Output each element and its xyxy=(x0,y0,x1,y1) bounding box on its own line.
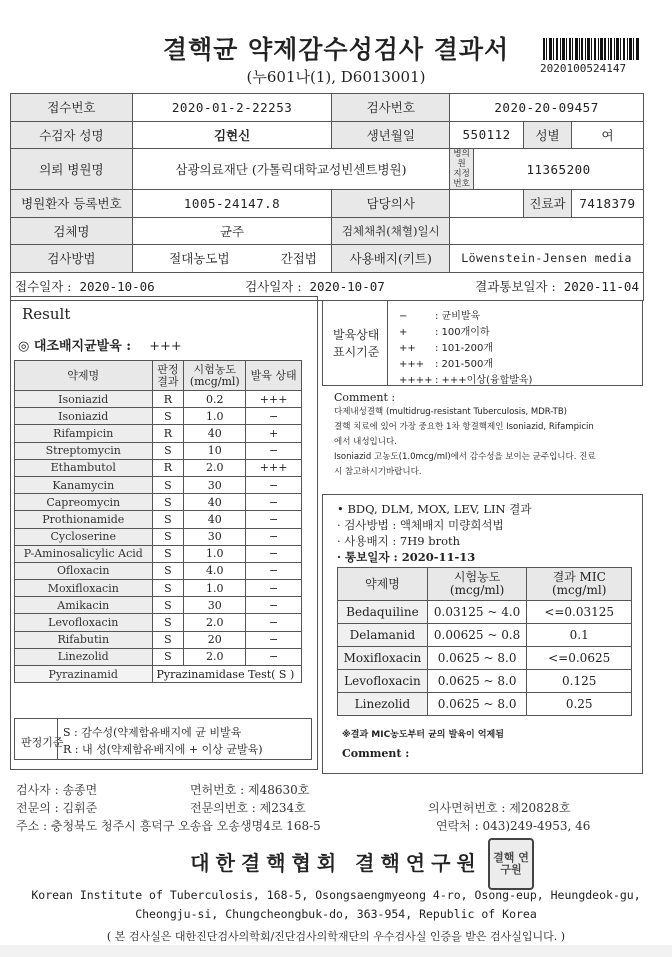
drug-concentration: 20 xyxy=(184,631,246,648)
drug-name: Kanamycin xyxy=(15,476,153,493)
drug-concentration: 4.0 xyxy=(184,562,246,579)
method-label: 검사방법 xyxy=(11,245,133,273)
drug-concentration: 10 xyxy=(184,442,246,459)
mic-result: <=0.0625 xyxy=(527,647,632,670)
table-row xyxy=(15,391,302,408)
drug-result: S xyxy=(152,494,184,511)
mic-concentration: 0.00625 ~ 0.8 xyxy=(427,624,527,647)
drug-concentration: 40 xyxy=(184,425,246,442)
drug-growth: − xyxy=(246,562,302,579)
method-indirect: 간접법 xyxy=(266,245,332,273)
hospital-code-label: 병의원 지정번호 xyxy=(450,149,474,190)
comment-heading: Comment : xyxy=(334,391,396,404)
patient-reg-no: 1005-24147.8 xyxy=(132,190,332,218)
barcode xyxy=(543,38,639,60)
pza-drug: Pyrazinamid xyxy=(15,666,153,683)
barcode-number: 2020100524147 xyxy=(540,62,627,75)
drug-name: Capreomycin xyxy=(15,494,153,511)
table-row xyxy=(338,693,632,716)
drug-concentration: 1.0 xyxy=(184,545,246,562)
col-growth: 발육 상태 xyxy=(246,361,302,391)
drug-result: S xyxy=(152,562,184,579)
mic-drug: Bedaquiline xyxy=(338,601,428,624)
drug-result: S xyxy=(152,631,184,648)
drug-result: S xyxy=(152,528,184,545)
mic-drug: Levofloxacin xyxy=(338,670,428,693)
legend-row xyxy=(399,371,532,386)
criteria-r: R : 내 성(약제함유배지에 + 이상 균발육) xyxy=(63,743,263,756)
comment-line: Isoniazid 고농도(1.0mcg/ml)에서 감수성을 보이는 균주입니다. 진료 xyxy=(334,452,596,462)
mic-concentration: 0.0625 ~ 8.0 xyxy=(427,670,527,693)
drug-concentration: 2.0 xyxy=(184,614,246,631)
drug-growth: − xyxy=(246,511,302,528)
test-no: 2020-20-09457 xyxy=(450,94,644,122)
control-growth-label: ◎ 대조배지균발육 : xyxy=(18,339,132,354)
doctor-license: 의사면허번호 : 제20828호 xyxy=(428,801,571,815)
table-row xyxy=(15,459,302,476)
extra-comment: Comment : xyxy=(342,747,410,760)
certification-footer: ( 본 검사실은 대한진단검사의학회/진단검사의학재단의 우수검사실 인증을 받은 검사실입니다. ) xyxy=(106,930,566,943)
method-absolute: 절대농도법 xyxy=(132,245,266,273)
reported-label: 결과통보일자 : xyxy=(475,279,556,294)
comment-line: 시 참고하시기바랍니다. xyxy=(334,467,422,477)
drug-result: S xyxy=(152,648,184,665)
mic-concentration: 0.0625 ~ 8.0 xyxy=(427,693,527,716)
mic-result: 0.125 xyxy=(527,670,632,693)
drug-susceptibility-table xyxy=(14,360,302,683)
legend-symbol: +++ xyxy=(399,359,425,370)
table-row xyxy=(15,476,302,493)
drug-concentration: 30 xyxy=(184,476,246,493)
reception-no-label: 접수번호 xyxy=(11,94,133,122)
table-row xyxy=(338,670,632,693)
mic-col-conc: 시험농도 (mcg/ml) xyxy=(427,568,527,601)
drug-concentration: 30 xyxy=(184,597,246,614)
drug-growth: − xyxy=(246,494,302,511)
received-date-group xyxy=(15,277,155,295)
mic-concentration: 0.03125 ~ 4.0 xyxy=(427,601,527,624)
mic-drug: Moxifloxacin xyxy=(338,647,428,670)
drug-growth: − xyxy=(246,408,302,425)
comment-line: 다제내성결핵 (multidrug-resistant Tuberculosis, MDR-TB) xyxy=(334,407,568,417)
legend-row xyxy=(399,339,493,354)
table-row xyxy=(15,528,302,545)
drug-growth: − xyxy=(246,597,302,614)
drug-result: S xyxy=(152,476,184,493)
comment-line: 결핵 치료에 있어 가장 중요한 1차 항결핵제인 Isoniazid, Rifampicin xyxy=(334,422,594,432)
mic-result: <=0.03125 xyxy=(527,601,632,624)
pza-test: Pyrazinamidase Test( S ) xyxy=(152,666,302,683)
drug-name: Streptomycin xyxy=(15,442,153,459)
drug-result: S xyxy=(152,614,184,631)
table-row xyxy=(15,494,302,511)
drug-growth: − xyxy=(246,631,302,648)
control-growth-value: +++ xyxy=(149,339,182,354)
doctor-label: 담당의사 xyxy=(332,190,450,218)
drug-growth: − xyxy=(246,442,302,459)
col-concentration: 시험농도 (mcg/ml) xyxy=(184,361,246,391)
legend-desc: : 101-200개 xyxy=(435,343,493,354)
drug-name: Levofloxacin xyxy=(15,614,153,631)
specimen-label: 검체명 xyxy=(11,217,133,245)
birth-label: 생년월일 xyxy=(332,121,450,149)
collection-label: 검체채취(채혈)일시 xyxy=(332,217,450,245)
drug-result: R xyxy=(152,391,184,408)
english-address-1: Korean Institute of Tuberculosis, 168-5, Osongsaengmyeong 4-ro, Osong-eup, Heungdeok-gu, xyxy=(31,888,641,902)
hospital-code: 11365200 xyxy=(474,149,644,190)
specimen-value: 균주 xyxy=(132,217,332,245)
drug-name: Moxifloxacin xyxy=(15,580,153,597)
legend-row xyxy=(399,307,480,322)
dept-value: 7418379 xyxy=(571,190,643,218)
drug-result: S xyxy=(152,580,184,597)
drug-result: S xyxy=(152,511,184,528)
legend-symbol: − xyxy=(399,311,408,322)
reported-date: 2020-11-04 xyxy=(563,279,639,294)
drug-result: R xyxy=(152,459,184,476)
table-row xyxy=(15,648,302,665)
table-row xyxy=(338,601,632,624)
mic-table xyxy=(337,567,632,716)
drug-growth: − xyxy=(246,614,302,631)
table-row xyxy=(15,614,302,631)
drug-result: R xyxy=(152,425,184,442)
legend-desc: : 균비발육 xyxy=(435,311,481,322)
medium-label: 사용배지(키트) xyxy=(332,245,450,273)
drug-concentration: 2.0 xyxy=(184,459,246,476)
official-seal xyxy=(488,838,534,890)
extra-report-date: · 통보일자 : 2020-11-13 xyxy=(337,550,476,564)
patient-reg-label: 병원환자 등록번호 xyxy=(11,190,133,218)
birth-date: 550112 xyxy=(450,121,524,149)
growth-legend-box xyxy=(322,300,643,386)
drug-concentration: 1.0 xyxy=(184,408,246,425)
doctor-value xyxy=(450,190,524,218)
extra-medium: · 사용배지 : 7H9 broth xyxy=(337,534,461,548)
tested-date-group xyxy=(245,277,385,295)
legend-label xyxy=(333,327,379,361)
received-label: 접수일자 : xyxy=(15,279,72,294)
table-row xyxy=(15,442,302,459)
drug-growth: − xyxy=(246,545,302,562)
table-row xyxy=(338,647,632,670)
drug-concentration: 0.2 xyxy=(184,391,246,408)
organization-name: 대한결핵협회 결핵연구원 xyxy=(190,851,482,875)
contact: 연락처 : 043)249-4953, 46 xyxy=(436,819,591,833)
patient-name: 김현신 xyxy=(132,121,332,149)
legend-row xyxy=(399,323,490,338)
examiner-license: 면허번호 : 제48630호 xyxy=(190,783,310,797)
drug-growth: + xyxy=(246,425,302,442)
header-table xyxy=(10,93,644,301)
test-no-label: 검사번호 xyxy=(332,94,450,122)
address: 주소 : 충청북도 청주시 흥덕구 오송읍 오송생명4로 168-5 xyxy=(16,819,321,833)
legend-desc: : 100개이하 xyxy=(435,327,490,338)
drug-name: Rifabutin xyxy=(15,631,153,648)
extra-method: · 검사방법 : 액체배지 미량희석법 xyxy=(337,518,504,532)
hospital-name: 삼광의료재단 (가톨릭대학교성빈센트병원) xyxy=(132,149,449,190)
drug-name: Linezolid xyxy=(15,648,153,665)
collection-value xyxy=(450,217,644,245)
criteria-s: S : 감수성(약제함유배지에 균 비발육 xyxy=(63,726,242,739)
drug-name: Rifampicin xyxy=(15,425,153,442)
mic-drug: Delamanid xyxy=(338,624,428,647)
hospital-label: 의뢰 병원명 xyxy=(11,149,133,190)
mic-drug: Linezolid xyxy=(338,693,428,716)
legend-desc: : +++이상(융합발육) xyxy=(435,375,533,386)
drug-result: S xyxy=(152,408,184,425)
report-subtitle: (누601나(1), D6013001) xyxy=(246,68,426,86)
legend-symbol: + xyxy=(399,327,408,338)
drug-concentration: 30 xyxy=(184,528,246,545)
drug-growth: − xyxy=(246,580,302,597)
drug-concentration: 2.0 xyxy=(184,648,246,665)
tested-label: 검사일자 : xyxy=(245,279,302,294)
legend-row xyxy=(399,355,493,370)
seal-text: 결핵 연구원 xyxy=(493,851,529,876)
drug-growth: +++ xyxy=(246,391,302,408)
drug-result: S xyxy=(152,545,184,562)
report-title: 결핵균 약제감수성검사 결과서 xyxy=(162,35,510,64)
col-drug: 약제명 xyxy=(15,361,153,391)
reported-date-group xyxy=(475,277,639,295)
table-row xyxy=(15,597,302,614)
extra-heading: • BDQ, DLM, MOX, LEV, LIN 결과 xyxy=(337,502,532,516)
drug-name: Amikacin xyxy=(15,597,153,614)
criteria-divider xyxy=(57,718,58,760)
drug-name: Isoniazid xyxy=(15,408,153,425)
drug-name: Ofloxacin xyxy=(15,562,153,579)
drug-concentration: 1.0 xyxy=(184,580,246,597)
drug-name: P-Aminosalicylic Acid xyxy=(15,545,153,562)
table-row xyxy=(15,425,302,442)
comment-line: 에서 내성입니다. xyxy=(334,437,397,447)
tested-date: 2020-10-07 xyxy=(309,279,385,294)
legend-label-2: 표시기준 xyxy=(333,345,380,359)
mic-col-mic: 결과 MIC (mcg/ml) xyxy=(527,568,632,601)
drug-concentration: 40 xyxy=(184,494,246,511)
legend-divider xyxy=(387,300,388,386)
mic-col-drug: 약제명 xyxy=(338,568,428,601)
table-row xyxy=(15,562,302,579)
col-result: 판정 결과 xyxy=(152,361,184,391)
drug-growth: − xyxy=(246,648,302,665)
specialist-no: 전문의번호 : 제234호 xyxy=(190,801,306,815)
mic-result: 0.1 xyxy=(527,624,632,647)
sex-value: 여 xyxy=(571,121,643,149)
medium-value: Löwenstein-Jensen media xyxy=(450,245,644,273)
mic-note: ※결과 MIC농도부터 균의 발육이 억제됨 xyxy=(342,730,504,740)
comment-block xyxy=(334,390,634,480)
drug-growth: − xyxy=(246,528,302,545)
criteria-label: 판정기준 xyxy=(21,736,64,749)
drug-name: Isoniazid xyxy=(15,391,153,408)
table-row xyxy=(15,580,302,597)
legend-desc: : 201-500개 xyxy=(435,359,493,370)
legend-label-1: 발육상태 xyxy=(333,328,380,342)
table-row xyxy=(15,631,302,648)
control-growth xyxy=(18,335,182,354)
drug-name: Prothionamide xyxy=(15,511,153,528)
drug-result: S xyxy=(152,597,184,614)
patient-name-label: 수검자 성명 xyxy=(11,121,133,149)
table-row xyxy=(15,408,302,425)
legend-symbol: ++++ xyxy=(399,375,433,386)
drug-name: Cycloserine xyxy=(15,528,153,545)
mic-concentration: 0.0625 ~ 8.0 xyxy=(427,647,527,670)
drug-name: Ethambutol xyxy=(15,459,153,476)
mic-result: 0.25 xyxy=(527,693,632,716)
drug-growth: − xyxy=(246,476,302,493)
english-address-2: Cheongju-si, Chungcheongbuk-do, 363-954, Republic of Korea xyxy=(135,907,537,921)
table-row xyxy=(15,545,302,562)
table-row xyxy=(338,624,632,647)
reception-no: 2020-01-2-22253 xyxy=(132,94,332,122)
examiner: 검사자 : 송종면 xyxy=(16,783,98,797)
drug-result: S xyxy=(152,442,184,459)
table-row xyxy=(15,511,302,528)
dept-label: 진료과 xyxy=(524,190,572,218)
drug-growth: +++ xyxy=(246,459,302,476)
received-date: 2020-10-06 xyxy=(79,279,155,294)
legend-symbol: ++ xyxy=(399,343,416,354)
sex-label: 성별 xyxy=(524,121,572,149)
drug-concentration: 40 xyxy=(184,511,246,528)
specialist: 전문의 : 김휘준 xyxy=(16,801,98,815)
criteria-box xyxy=(14,718,312,760)
result-title: Result xyxy=(22,305,71,323)
